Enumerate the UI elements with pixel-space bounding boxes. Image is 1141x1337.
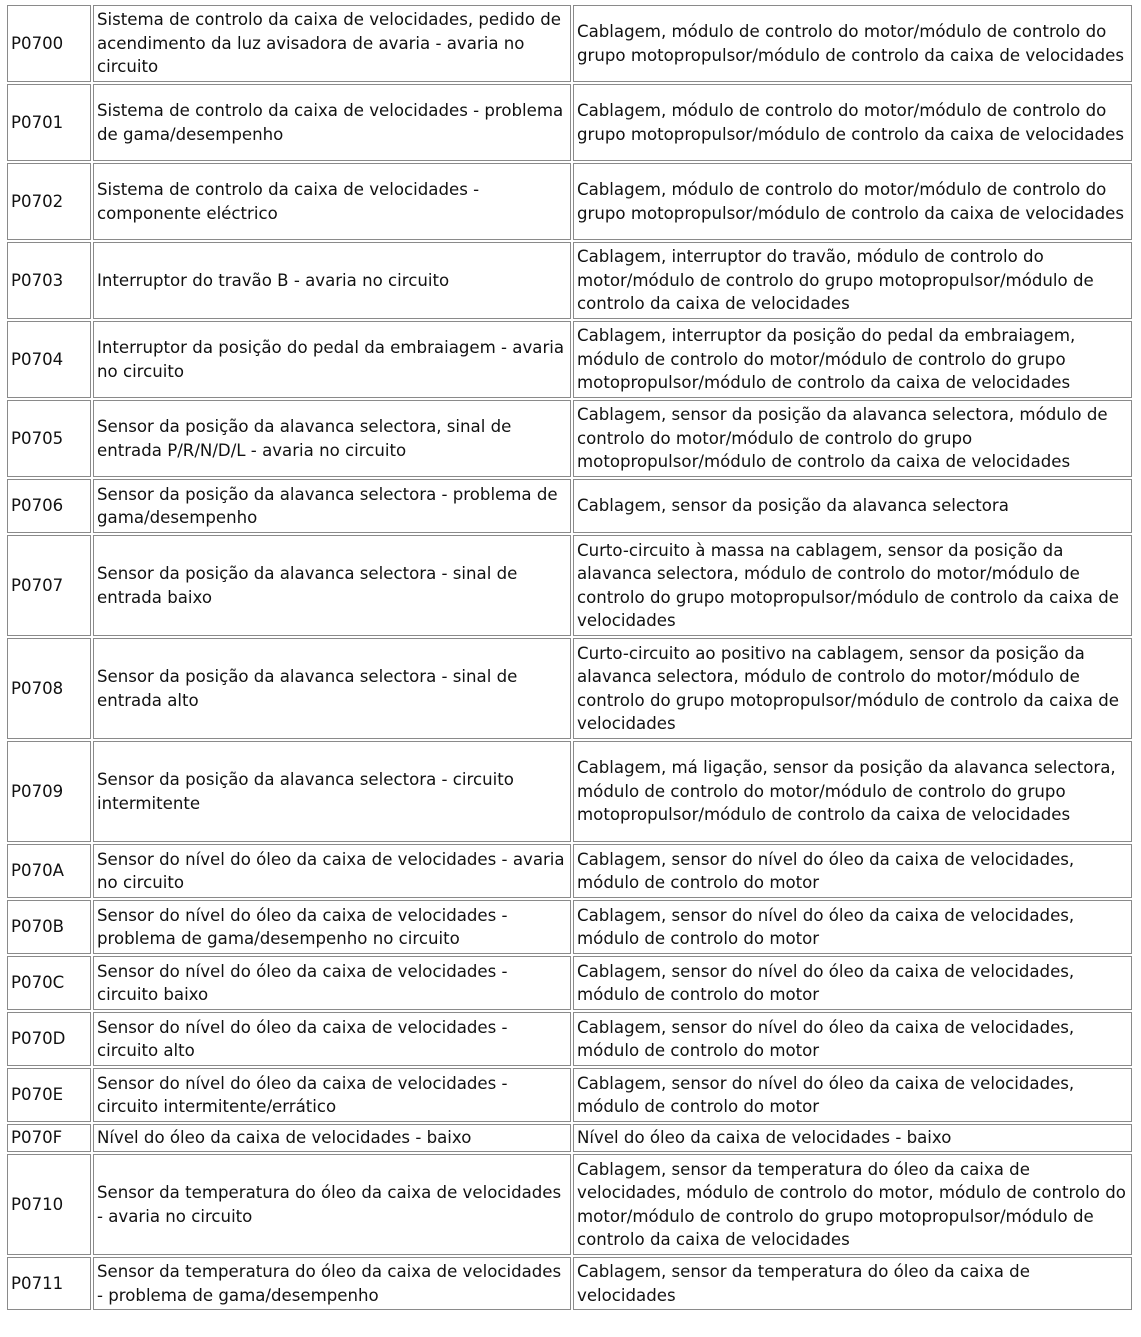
table-row — [7, 956, 1132, 1010]
description-cell: Sensor da posição da alavanca selectora - problema de gama/desempenho — [93, 479, 571, 533]
cause-cell: Nível do óleo da caixa de velocidades - baixo — [573, 1124, 1132, 1152]
cause-cell: Cablagem, interruptor da posição do pedal da embraiagem, módulo de controlo do motor/módulo de controlo do grupo motopropulsor/módulo de controlo da caixa de velocidades — [573, 321, 1132, 398]
cause-cell: Cablagem, módulo de controlo do motor/módulo de controlo do grupo motopropulsor/módulo de controlo da caixa de velocidades — [573, 84, 1132, 161]
table-row — [7, 638, 1132, 739]
description-cell: Interruptor do travão B - avaria no circuito — [93, 242, 571, 319]
table-row — [7, 900, 1132, 954]
description-cell: Sensor do nível do óleo da caixa de velocidades - circuito baixo — [93, 956, 571, 1010]
description-cell: Sensor do nível do óleo da caixa de velocidades - avaria no circuito — [93, 844, 571, 898]
cause-cell: Cablagem, sensor do nível do óleo da caixa de velocidades, módulo de controlo do motor — [573, 900, 1132, 954]
table-row — [7, 5, 1132, 82]
code-cell: P070E — [7, 1068, 91, 1122]
code-cell: P0706 — [7, 479, 91, 533]
cause-cell: Curto-circuito ao positivo na cablagem, sensor da posição da alavanca selectora, módulo de controlo do motor/módulo de controlo do grupo motopropulsor/módulo de controlo da caixa de velocidades — [573, 638, 1132, 739]
description-cell: Sensor do nível do óleo da caixa de velocidades - circuito intermitente/errático — [93, 1068, 571, 1122]
description-cell: Sistema de controlo da caixa de velocidades - problema de gama/desempenho — [93, 84, 571, 161]
table-row — [7, 163, 1132, 240]
cause-cell: Cablagem, sensor da posição da alavanca selectora — [573, 479, 1132, 533]
cause-cell: Cablagem, interruptor do travão, módulo de controlo do motor/módulo de controlo do grupo motopropulsor/módulo de controlo da caixa de velocidades — [573, 242, 1132, 319]
fault-code-table — [5, 3, 1134, 1312]
cause-cell: Cablagem, sensor da temperatura do óleo da caixa de velocidades, módulo de controlo do motor, módulo de controlo do motor/módulo de controlo do grupo motopropulsor/módulo de controlo da caixa de velocidades — [573, 1154, 1132, 1255]
table-row — [7, 1154, 1132, 1255]
code-cell: P070A — [7, 844, 91, 898]
cause-cell: Cablagem, sensor da posição da alavanca selectora, módulo de controlo do motor/módulo de controlo do grupo motopropulsor/módulo de controlo da caixa de velocidades — [573, 400, 1132, 477]
code-cell: P0701 — [7, 84, 91, 161]
code-cell: P0705 — [7, 400, 91, 477]
description-cell: Sistema de controlo da caixa de velocidades, pedido de acendimento da luz avisadora de avaria - avaria no circuito — [93, 5, 571, 82]
code-cell: P070D — [7, 1012, 91, 1066]
cause-cell: Cablagem, módulo de controlo do motor/módulo de controlo do grupo motopropulsor/módulo de controlo da caixa de velocidades — [573, 5, 1132, 82]
cause-cell: Cablagem, módulo de controlo do motor/módulo de controlo do grupo motopropulsor/módulo de controlo da caixa de velocidades — [573, 163, 1132, 240]
code-cell: P0700 — [7, 5, 91, 82]
cause-cell: Cablagem, sensor do nível do óleo da caixa de velocidades, módulo de controlo do motor — [573, 1068, 1132, 1122]
code-cell: P0704 — [7, 321, 91, 398]
cause-cell: Cablagem, má ligação, sensor da posição da alavanca selectora, módulo de controlo do motor/módulo de controlo do grupo motopropulsor/módulo de controlo da caixa de velocidades — [573, 741, 1132, 842]
description-cell: Sensor da posição da alavanca selectora, sinal de entrada P/R/N/D/L - avaria no circuito — [93, 400, 571, 477]
description-cell: Interruptor da posição do pedal da embraiagem - avaria no circuito — [93, 321, 571, 398]
description-cell: Nível do óleo da caixa de velocidades - baixo — [93, 1124, 571, 1152]
table-row — [7, 1124, 1132, 1152]
table-row — [7, 479, 1132, 533]
code-cell: P070F — [7, 1124, 91, 1152]
description-cell: Sensor da temperatura do óleo da caixa de velocidades - problema de gama/desempenho — [93, 1257, 571, 1310]
cause-cell: Cablagem, sensor da temperatura do óleo da caixa de velocidades — [573, 1257, 1132, 1310]
description-cell: Sensor da temperatura do óleo da caixa de velocidades - avaria no circuito — [93, 1154, 571, 1255]
table-row — [7, 400, 1132, 477]
code-cell: P0702 — [7, 163, 91, 240]
table-row — [7, 844, 1132, 898]
code-cell: P0711 — [7, 1257, 91, 1310]
cause-cell: Cablagem, sensor do nível do óleo da caixa de velocidades, módulo de controlo do motor — [573, 844, 1132, 898]
code-cell: P0709 — [7, 741, 91, 842]
cause-cell: Curto-circuito à massa na cablagem, sensor da posição da alavanca selectora, módulo de controlo do motor/módulo de controlo do grupo motopropulsor/módulo de controlo da caixa de velocidades — [573, 535, 1132, 636]
table-row — [7, 1012, 1132, 1066]
description-cell: Sensor do nível do óleo da caixa de velocidades - problema de gama/desempenho no circuito — [93, 900, 571, 954]
table-row — [7, 741, 1132, 842]
table-row — [7, 242, 1132, 319]
cause-cell: Cablagem, sensor do nível do óleo da caixa de velocidades, módulo de controlo do motor — [573, 956, 1132, 1010]
table-row — [7, 535, 1132, 636]
table-row — [7, 321, 1132, 398]
code-cell: P0710 — [7, 1154, 91, 1255]
code-cell: P0703 — [7, 242, 91, 319]
code-cell: P0708 — [7, 638, 91, 739]
description-cell: Sensor da posição da alavanca selectora - sinal de entrada baixo — [93, 535, 571, 636]
table-row — [7, 1068, 1132, 1122]
code-cell: P070B — [7, 900, 91, 954]
table-row — [7, 84, 1132, 161]
cause-cell: Cablagem, sensor do nível do óleo da caixa de velocidades, módulo de controlo do motor — [573, 1012, 1132, 1066]
table-row — [7, 1257, 1132, 1310]
description-cell: Sensor da posição da alavanca selectora - sinal de entrada alto — [93, 638, 571, 739]
code-cell: P0707 — [7, 535, 91, 636]
description-cell: Sistema de controlo da caixa de velocidades - componente eléctrico — [93, 163, 571, 240]
description-cell: Sensor do nível do óleo da caixa de velocidades - circuito alto — [93, 1012, 571, 1066]
code-cell: P070C — [7, 956, 91, 1010]
description-cell: Sensor da posição da alavanca selectora - circuito intermitente — [93, 741, 571, 842]
